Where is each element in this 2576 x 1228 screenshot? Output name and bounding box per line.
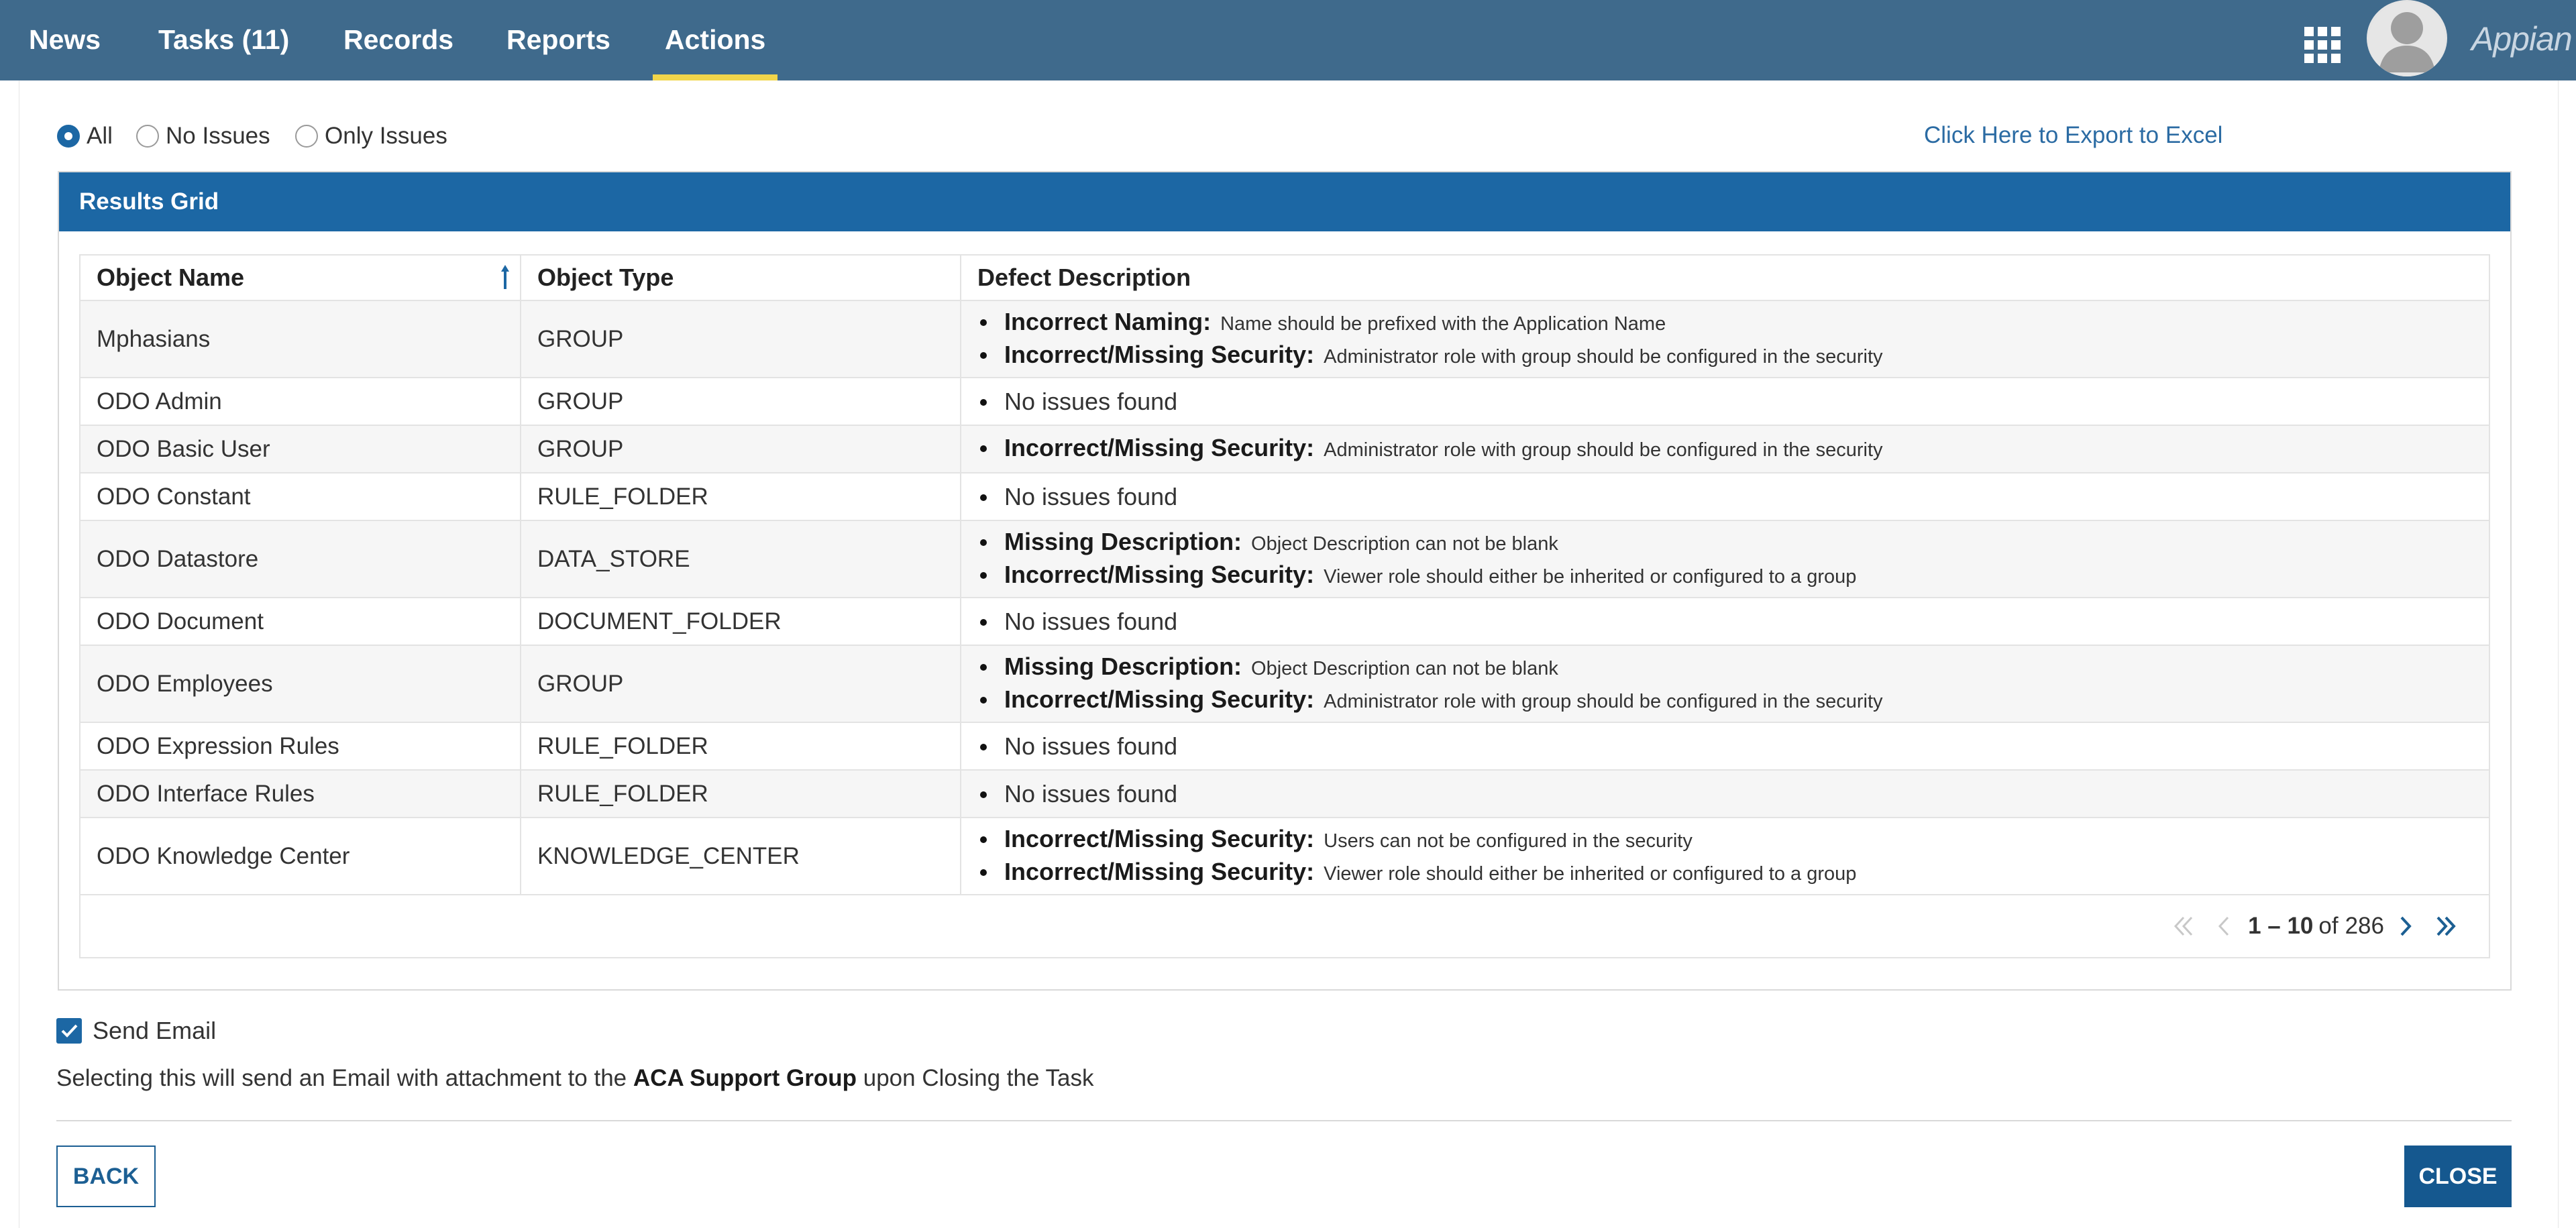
table-row [80,473,2489,520]
defect-description-cell [961,645,2489,722]
defect-description-cell [961,722,2489,770]
defect-text: Administrator role with group should be configured in the security [1324,345,1883,368]
object-type-cell: GROUP [521,645,961,722]
column-header-object-type[interactable] [521,256,961,300]
object-type-cell: RULE_FOLDER [521,473,961,520]
object-name-cell: ODO Document [80,598,521,645]
column-header-label: Object Type [537,264,674,291]
appian-logo: Appian [2471,20,2572,58]
radio-unselected-icon [136,125,159,148]
object-name-cell: Mphasians [80,300,521,378]
object-name-cell: ODO Basic User [80,425,521,473]
radio-selected-icon [57,125,80,148]
defect-title: Incorrect/Missing Security: [1004,685,1315,713]
object-type-cell: RULE_FOLDER [521,722,961,770]
next-page-icon[interactable] [2384,909,2424,943]
defect-title: Missing Description: [1004,652,1242,680]
filter-all-label: All [87,123,113,149]
object-type-cell: GROUP [521,378,961,425]
tab-actions[interactable]: Actions [665,0,765,80]
pagination-controls [2163,895,2465,957]
table-row [80,425,2489,473]
user-avatar-icon[interactable] [2367,0,2447,76]
defect-text: Viewer role should either be inherited or configured to a group [1324,862,1857,885]
send-email-description [56,1065,1093,1092]
filter-no-issues-radio[interactable] [136,123,270,150]
defect-item [977,339,2489,372]
defect-item [977,651,2489,684]
defect-item [977,306,2489,339]
tab-reports[interactable]: Reports [506,24,610,55]
defect-text: Administrator role with group should be configured in the security [1324,690,1883,712]
object-type-cell: DOCUMENT_FOLDER [521,598,961,645]
defect-item [977,824,2489,856]
table-row [80,645,2489,722]
object-type-cell: KNOWLEDGE_CENTER [521,818,961,895]
column-header-object-name[interactable] [80,256,521,300]
export-to-excel-link[interactable]: Click Here to Export to Excel [1924,122,2223,148]
table-row [80,770,2489,818]
filter-all-radio[interactable] [57,123,113,150]
footer-divider [56,1120,2512,1121]
defect-description-cell [961,425,2489,473]
defect-text: Viewer role should either be inherited or configured to a group [1324,565,1857,588]
radio-unselected-icon [295,125,318,148]
page-total: 286 [2345,913,2384,939]
defect-description-cell [961,520,2489,598]
email-note-suffix: upon Closing the Task [863,1065,1094,1091]
tab-records[interactable]: Records [343,24,454,55]
defect-description-cell [961,300,2489,378]
table-row [80,722,2489,770]
apps-grid-icon[interactable] [2304,27,2341,63]
results-grid-section [58,171,2512,991]
page-of-label: of [2318,913,2339,939]
email-note-prefix: Selecting this will send an Email with attachment to the [56,1065,627,1091]
defect-text: Name should be prefixed with the Application Name [1220,313,1666,335]
defect-description-cell [961,770,2489,818]
defect-title: Incorrect/Missing Security: [1004,340,1315,368]
back-button[interactable]: BACK [56,1146,156,1207]
defect-item [977,526,2489,559]
defect-title: Incorrect/Missing Security: [1004,560,1315,588]
object-name-cell: ODO Constant [80,473,521,520]
object-name-cell: ODO Knowledge Center [80,818,521,895]
page-range: 1 – 10 [2248,913,2314,939]
results-grid-table [79,254,2490,958]
email-note-group: ACA Support Group [633,1065,857,1091]
defect-text: Object Description can not be blank [1251,533,1558,555]
defect-item: No issues found [977,482,2489,512]
table-row [80,378,2489,425]
defect-item [977,684,2489,717]
table-row [80,300,2489,378]
defect-description-cell [961,598,2489,645]
column-header-label: Defect Description [977,264,1191,291]
defect-description-cell [961,818,2489,895]
tab-news[interactable]: News [29,24,101,55]
defect-title: Incorrect Naming: [1004,307,1212,335]
top-navigation-bar [0,0,2576,80]
tab-tasks[interactable]: Tasks (11) [158,24,290,55]
checkbox-checked-icon[interactable] [56,1018,82,1044]
object-type-cell: RULE_FOLDER [521,770,961,818]
defect-text: Administrator role with group should be configured in the security [1324,439,1883,461]
object-name-cell: ODO Admin [80,378,521,425]
column-header-label: Object Name [97,264,245,291]
table-row [80,598,2489,645]
object-name-cell: ODO Datastore [80,520,521,598]
defect-title: Incorrect/Missing Security: [1004,824,1315,852]
send-email-checkbox[interactable] [56,1017,216,1045]
defect-title: Incorrect/Missing Security: [1004,434,1315,461]
filter-no-issues-label: No Issues [166,123,270,149]
object-name-cell: ODO Expression Rules [80,722,521,770]
defect-item: No issues found [977,606,2489,637]
defect-item: No issues found [977,731,2489,762]
object-name-cell: ODO Employees [80,645,521,722]
defect-description-cell [961,473,2489,520]
defect-text: Object Description can not be blank [1251,657,1558,679]
table-row [80,520,2489,598]
results-grid-title: Results Grid [59,172,2510,231]
object-type-cell: DATA_STORE [521,520,961,598]
defect-item [977,433,2489,465]
table-row [80,818,2489,895]
first-page-icon[interactable] [2163,909,2204,943]
defect-item: No issues found [977,386,2489,417]
defect-title: Incorrect/Missing Security: [1004,857,1315,885]
defect-item [977,559,2489,592]
object-type-cell: GROUP [521,425,961,473]
previous-page-icon[interactable] [2204,909,2244,943]
object-name-cell: ODO Interface Rules [80,770,521,818]
filter-only-issues-label: Only Issues [325,123,447,149]
object-type-cell: GROUP [521,300,961,378]
last-page-icon[interactable] [2424,909,2465,943]
close-button[interactable]: CLOSE [2404,1146,2512,1207]
defect-title: Missing Description: [1004,527,1242,555]
defect-item [977,856,2489,889]
column-header-defect-description [961,256,2489,300]
defect-item: No issues found [977,779,2489,810]
filter-only-issues-radio[interactable] [295,123,447,150]
send-email-label: Send Email [93,1017,217,1044]
sort-ascending-icon[interactable] [500,264,511,290]
defect-text: Users can not be configured in the security [1324,830,1693,852]
defect-description-cell [961,378,2489,425]
